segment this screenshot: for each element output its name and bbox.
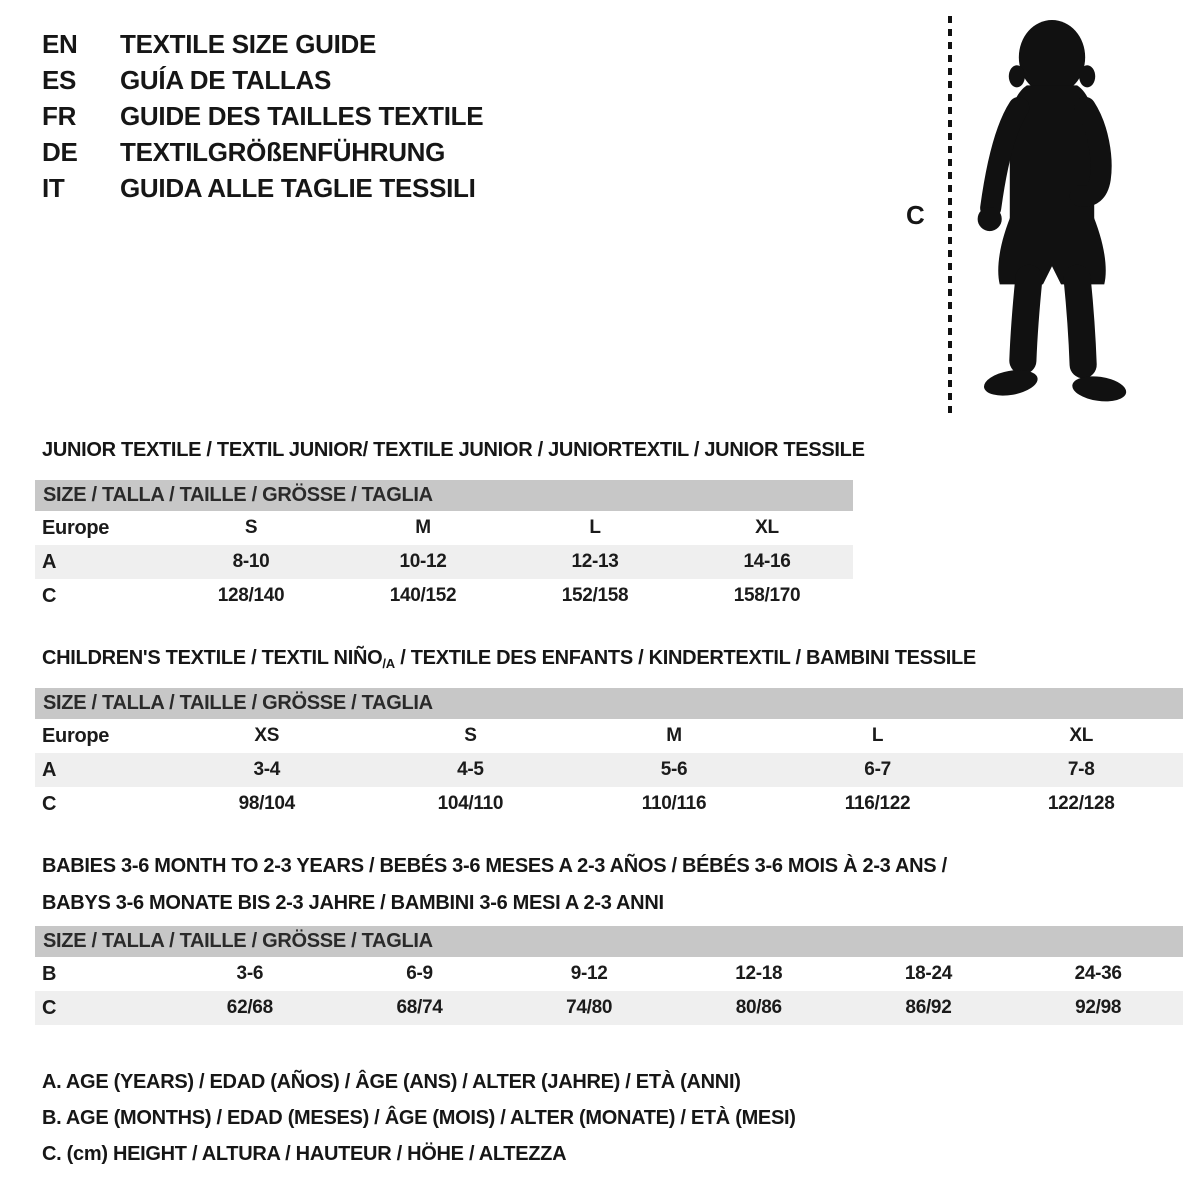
size-cell: M [415,517,431,538]
size-cell: XL [1069,725,1094,746]
age-cell: 7-8 [979,753,1183,787]
language-code: EN [42,28,78,59]
height-cell: 98/104 [238,793,295,814]
language-title-list [42,26,483,206]
language-title-it [42,170,483,206]
age-cell: 4-5 [369,753,573,787]
row-label: C [35,991,165,1025]
section-title-text: CHILDREN'S TEXTILE / TEXTIL NIÑO [42,647,383,669]
height-cell: 110/116 [641,793,707,814]
age-cell: 3-4 [165,753,369,787]
size-table-header: SIZE / TALLA / TAILLE / GRÖSSE / TAGLIA [35,688,1183,719]
language-title-text: GUIDA ALLE TAGLIE TESSILI [120,172,476,203]
height-cell: 86/92 [844,991,1014,1025]
size-cell: XS [254,725,280,746]
height-cell: 104/110 [437,793,504,814]
height-measure-line [948,16,952,414]
language-title-es [42,62,483,98]
months-cell: 9-12 [570,963,608,984]
months-cell: 12-18 [735,963,783,984]
size-table-header: SIZE / TALLA / TAILLE / GRÖSSE / TAGLIA [35,926,1183,957]
language-code: DE [42,136,78,167]
row-label: Europe [42,724,110,747]
legend-line-height: C. (cm) HEIGHT / ALTURA / HAUTEUR / HÖHE / ALTEZZA [42,1142,567,1165]
section-title-children [42,646,976,676]
babies-size-table [35,926,1183,1025]
months-cell: 6-9 [406,963,433,984]
row-label: Europe [42,516,110,539]
section-title-junior: JUNIOR TEXTILE / TEXTIL JUNIOR/ TEXTILE JUNIOR / JUNIORTEXTIL / JUNIOR TESSILE [42,439,865,461]
toddler-silhouette-icon [966,15,1138,417]
language-code: IT [42,172,65,203]
height-cell: 128/140 [217,585,285,606]
height-cell: 122/128 [1047,793,1115,814]
height-cell: 68/74 [335,991,505,1025]
months-cell: 24-36 [1074,963,1122,984]
section-title-line1: BABIES 3-6 MONTH TO 2-3 YEARS / BEBÉS 3-6 MESES A 2-3 AÑOS / BÉBÉS 3-6 MOIS À 2-3 ANS / [42,855,947,877]
height-cell: 116/122 [844,793,911,814]
table-row-height [35,787,1183,821]
age-cell: 5-6 [572,753,776,787]
months-cell: 3-6 [236,963,264,984]
table-header-row [35,688,1183,719]
table-row-age [35,753,1183,787]
table-row-europe [35,719,1183,753]
table-row-age [35,545,853,579]
table-header-row [35,926,1183,957]
table-row-height [35,991,1183,1025]
size-cell: S [244,517,258,538]
language-title-text: TEXTILGRÖßENFÜHRUNG [120,136,446,167]
age-cell: 6-7 [776,753,980,787]
height-cell: 152/158 [561,585,629,606]
language-code: FR [42,100,77,131]
section-title-text: / TEXTILE DES ENFANTS / KINDERTEXTIL / BAMBINI TESSILE [394,647,976,669]
row-label: A [35,753,165,787]
size-cell: XL [755,517,779,538]
section-title-babies [42,848,947,922]
height-cell: 74/80 [504,991,674,1025]
language-title-text: TEXTILE SIZE GUIDE [120,28,377,59]
language-title-fr [42,98,483,134]
row-label: A [35,545,165,579]
age-cell: 10-12 [337,545,509,579]
age-cell: 8-10 [165,545,337,579]
height-cell: 158/170 [733,585,801,606]
height-cell: 92/98 [1013,991,1183,1025]
table-row-months [35,957,1183,991]
height-cell: 62/68 [165,991,335,1025]
size-cell: L [589,517,601,538]
months-cell: 18-24 [904,963,952,984]
language-title-de [42,134,483,170]
table-row-height [35,579,853,613]
section-title-subscript: /A [382,656,395,671]
language-title-text: GUIDE DES TAILLES TEXTILE [120,100,484,131]
height-cell: 140/152 [389,585,457,606]
legend-line-age-years: A. AGE (YEARS) / EDAD (AÑOS) / ÂGE (ANS) / ALTER (JAHRE) / ETÀ (ANNI) [42,1070,741,1093]
size-cell: S [464,725,477,746]
row-label: C [42,584,57,607]
size-table-header: SIZE / TALLA / TAILLE / GRÖSSE / TAGLIA [35,480,853,511]
age-cell: 12-13 [509,545,681,579]
table-row-europe [35,511,853,545]
language-title-text: GUÍA DE TALLAS [120,64,332,95]
height-cell: 80/86 [674,991,844,1025]
row-label: B [42,962,57,985]
language-title-en [42,26,483,62]
junior-size-table [35,480,853,613]
row-label: C [42,792,57,815]
legend [42,1064,796,1172]
age-cell: 14-16 [681,545,853,579]
language-code: ES [42,64,77,95]
section-title-line2: BABYS 3-6 MONATE BIS 2-3 JAHRE / BAMBINI 3-6 MESI A 2-3 ANNI [42,892,664,914]
size-cell: M [666,725,682,746]
height-measure-label: C [906,200,925,230]
table-header-row [35,480,853,511]
size-cell: L [871,725,884,746]
children-size-table [35,688,1183,821]
legend-line-age-months: B. AGE (MONTHS) / EDAD (MESES) / ÂGE (MOIS) / ALTER (MONATE) / ETÀ (MESI) [42,1106,796,1129]
